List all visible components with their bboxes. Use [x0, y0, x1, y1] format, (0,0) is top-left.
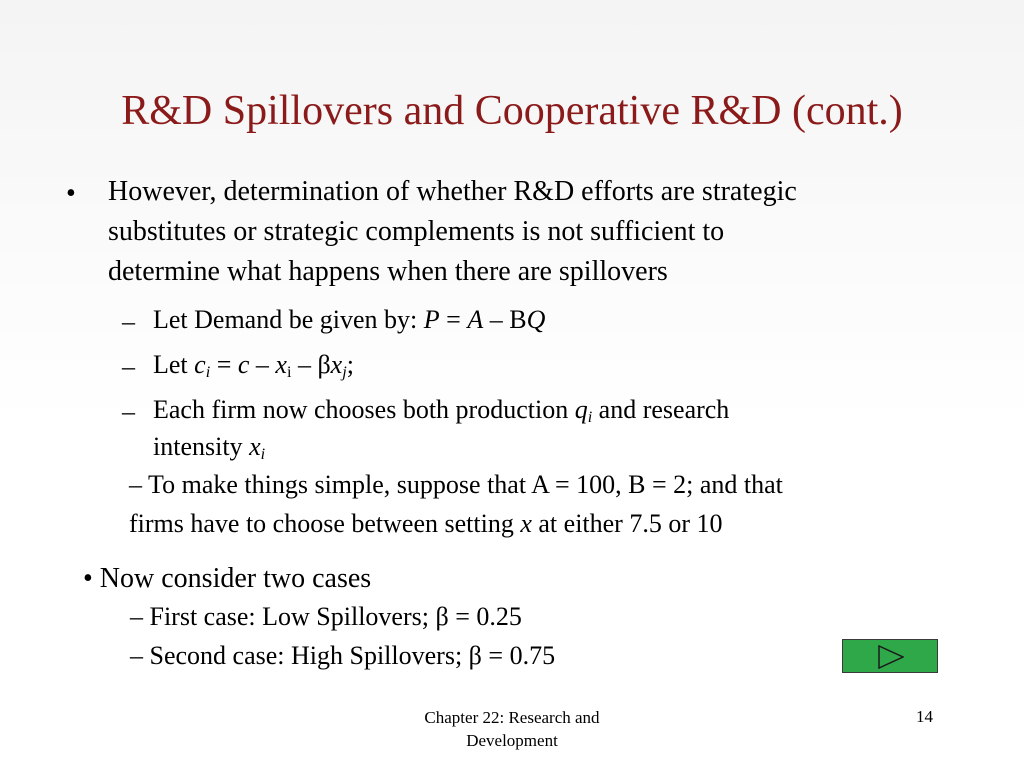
next-slide-button[interactable]	[842, 639, 938, 673]
sub-dash: –	[122, 397, 135, 426]
demand-equation: Let Demand be given by: P = A – BQ	[153, 305, 546, 334]
cost-equation: Let $c_i = c - x_i - \beta x_j$;	[153, 350, 354, 382]
footer-chapter: Chapter 22: Research and Development	[424, 708, 600, 750]
play-triangle-icon	[878, 645, 904, 669]
choice-line2: intensity $x_i$	[153, 432, 266, 464]
choice-line1: Each firm now chooses both production $q_i$ and research	[153, 395, 730, 427]
simplify-line2: firms have to choose between setting x at either 7.5 or 10	[129, 509, 723, 538]
simplify-line1: – To make things simple, suppose that A = 100, B = 2; and that	[129, 470, 783, 499]
case-low-spillovers: – First case: Low Spillovers; β = 0.25	[130, 602, 522, 631]
sub-dash: –	[122, 307, 135, 336]
page-number: 14	[916, 707, 933, 726]
bullet1-line3: determine what happens when there are spillovers	[108, 256, 668, 287]
bullet1-line1: However, determination of whether R&D efforts are strategic	[108, 176, 797, 207]
slide-title: R&D Spillovers and Cooperative R&D (cont.)	[121, 88, 903, 134]
bullet2: • Now consider two cases	[83, 563, 372, 594]
case-high-spillovers: – Second case: High Spillovers; β = 0.75	[130, 641, 556, 670]
bullet-marker: •	[66, 178, 76, 209]
sub-dash: –	[122, 352, 135, 381]
bullet1-line2: substitutes or strategic complements is not sufficient to	[108, 216, 725, 247]
